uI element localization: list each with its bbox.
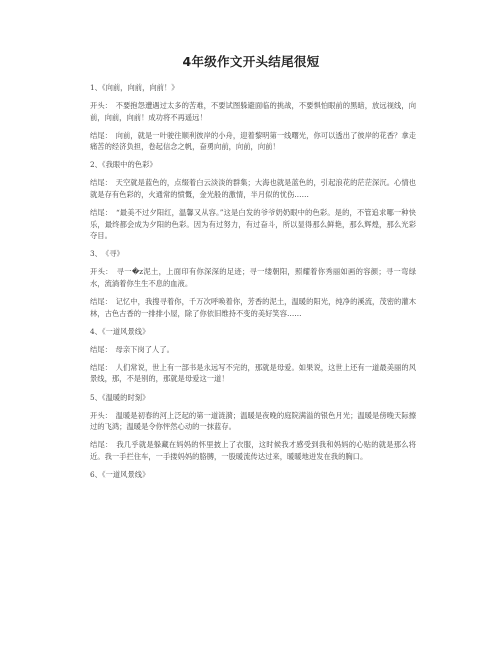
section-heading: 1、《向前，向前，向前！》 — [90, 83, 179, 92]
paragraph: 开头： 不要抱怨遭遇过太多的苦难，不要试图躲避面临的挑战，不要惧怕眼前的黑暗，放远视线，向前，向前，向前！成功将不再遥远！ — [90, 101, 416, 122]
section-heading: 6、《一道风景线》 — [90, 469, 150, 479]
paragraph: 结尾： 母亲下岗了人了。 — [90, 344, 174, 354]
section-heading: 2、《我眼中的色彩》 — [90, 160, 157, 170]
paragraph: 结尾： “最美不过夕阳红，温馨又从容。”这是白发的爷爷奶奶眼中的色彩。是的，不管追求哪一种快乐，最终都会成为夕阳的色彩。因为有过努力，有过奋斗，所以显得那么鲜艳，那么辉煌，那么光彩夺目。 — [90, 208, 416, 241]
section-heading: 4、《一道风景线》 — [90, 326, 150, 336]
section-heading: 5、《温暖的时刻》 — [90, 392, 150, 402]
section-heading: 3、 《寻》 — [90, 249, 124, 259]
paragraph: 结尾： 记忆中，我搜寻着你，千万次呼唤着你，芳香的泥土，温暖的阳光，纯净的溪流，茂密的灌木林，古色古香的一排排小屋，除了你依旧维持不变的美好笑容…… — [90, 297, 416, 318]
document-body — [90, 82, 416, 487]
paragraph: 结尾： 我几乎就是躲藏在妈妈的怀里披上了衣服，这时候我才感受到我和妈妈的心贴的就是那么将近。我一手拦住车，一手搂妈妈的胳膊，一股暖流传达过来，暖暖地迸发在我的胸口。 — [90, 440, 416, 461]
paragraph: 结尾： 天空就是蓝色的，点缀着白云淡淡的群集；大海也就是蓝色的，引起浪花的茫茫深沉。心情也就是存有色彩的，火通常的愤慨，金光般的激情，半月似的忧伤…… — [90, 178, 416, 199]
paragraph: 开头： 寻一�z泥土，上面印有你深深的足迹；寻一缕朝阳，照耀着你秀丽如画的容颜；寻一弯绿水，流淌着你生生不息的血液。 — [90, 267, 416, 288]
paragraph: 开头： 温暖是初春的河上泛起的第一道涟漪；温暖是夜晚的庭院满溢的银色月光；温暖是傍晚天际擦过的飞鸿；温暖是令你怦然心动的一抹蓝存。 — [90, 410, 416, 432]
document-title: 4年级作文开头结尾很短 — [182, 54, 320, 69]
paragraph: 结尾： 人们常说，世上有一部书是永远写不完的，那就是母爱。如果说，这世上还有一道最美丽的风景线，那，不是别的，那就是母爱这一道！ — [90, 362, 416, 384]
paragraph: 结尾： 向前，就是一叶驶往顺利彼岸的小舟，迎着黎明第一线曙光，你可以透出了彼岸的花香？拿走痛苦的经济负担，卷起信念之帆，奋勇向前，向前，向前！ — [90, 130, 416, 152]
